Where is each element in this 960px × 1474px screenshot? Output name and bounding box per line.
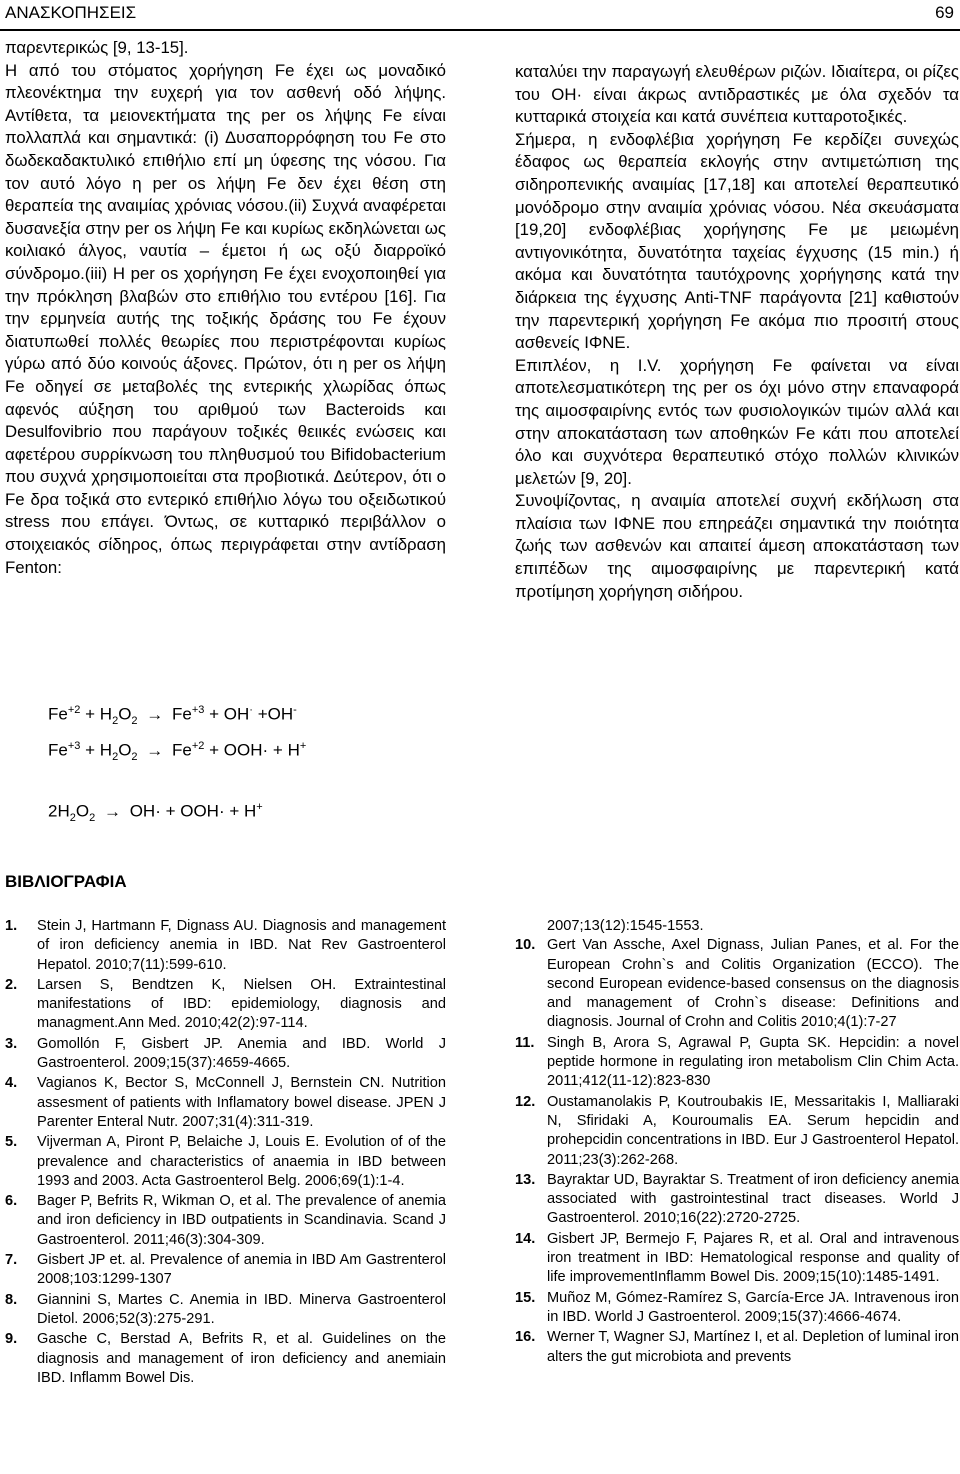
reference-item: 4. Vagianos K, Bector S, McConnell J, Bernstein CN. Nutrition assesment of patients with Inflamatory bowel disease. JPEN J Parenter Enteral Nutr. 2007;31(4):311-319. (5, 1075, 446, 1130)
right-text-column (515, 61, 959, 603)
reference-item: 9. Gasche C, Berstad A, Befrits R, et al. Guidelines on the diagnosis and management of iron deficiency and anemiain IBD. Inflamm Bowel Dis. (5, 1331, 446, 1386)
page-number: 69 (935, 3, 954, 22)
paragraph: Σήμερα, η ενδοφλέβια χορήγηση Fe κερδίζει συνεχώς έδαφος ως θεραπεία εκλογής στην αντιμετώπιση της σιδηροπενικής αναιμίας [17,18] και αποτελεί θεραπευτικό μονόδρομο στην αναιμία χρόνιας νόσου. Νέα σκευάσματα [19,20] ενδοφλέβιας χορήγησης Fe με μειωμένη αντιγονικότητα, δυνατότητα ταχείας έγχυσης (15 min.) ή ακόμα και δυνατότητα ταυτόχρονης χορήγησης κατά την διάρκεια της έγχυσης Anti-TNF παράγοντα [21] καθιστούν την παρεντερική χορήγηση Fe ακόμα πιο προσιτή στους ασθενείς ΙΦΝΕ. (515, 129, 959, 353)
reference-item: 12. Oustamanolakis P, Koutroubakis IE, Messaritakis I, Malliaraki N, Sfiridaki A, Kouroumalis EA. Serum hepcidin and prohepcidin concentrations in IBD. Eur J Gastroenterol Hepatol. 2011;23(3):262-268. (515, 1093, 959, 1168)
reference-item: 5. Vijverman A, Piront P, Belaiche J, Louis E. Evolution of of the prevalence and characteristics of anaemia in IBD between 1993 and 2003. Acta Gastroenterol Belg. 2006;69(1):1-4. (5, 1134, 446, 1189)
arrow-icon: → (146, 740, 164, 760)
section-header: ΑΝΑΣΚΟΠΗΣΕΙΣ (5, 3, 137, 22)
fenton-equation-2: $Fe^{+3} + H_2O_2 \to Fe^{+2} + OOH\cdot + H^+$ (48, 740, 307, 764)
paragraph: Επιπλέον, η I.V. χορήγηση Fe φαίνεται να είναι αποτελεσματικότερη της per os όχι μόνο στην επαναφορά της αιμοσφαιρίνης εντός των φυσιολογικών τιμών αλλά και στην αποκατάσταση των αποθηκών Fe κάτι που αποτελεί όλο και συχνότερα θεραπευτικό στόχο πολλών κλινικών μελετών [9, 20]. (515, 355, 959, 488)
reference-item: 15. Muñoz M, Gómez-Ramírez S, García-Erce JA. Intravenous iron in IBD. World J Gastroenterol. 2009;15(37):4666-4674. (515, 1289, 959, 1325)
fenton-equation-1: $Fe^{+2} + H_2O_2 \to Fe^{+3} + OH^\cdot +OH^-$ (48, 704, 297, 728)
paragraph: Η από του στόματος χορήγηση Fe έχει ως μοναδικό πλεονέκτημα την ευχερή για τον ασθενή οδό λήψης. Αντίθετα, τα μειονεκτήματα της per os λήψης Fe είναι πολλαπλά και σημαντικά: (i) Δυσαπορρόφηση του Fe στο δωδεκαδακτυλικό επιθήλιο επί μη ύφεσης της νόσου. Για τον αυτό λόγο η per os λήψη Fe δεν έχει θέση στη θεραπεία της αναιμίας χρόνιας νόσου.(ii) Συχνά αναφέρεται δυσανεξία στην per os λήψη Fe και κυρίως εκδηλώνεται ως κοιλιακό άλγος, ναυτία – έμετοι ή ως οξύ διαρροϊκό σύνδρομο.(iii) Η per os χορήγηση Fe έχει ενοχοποιηθεί για την πρόκληση βλαβών στο επιθήλιο του εντέρου [16]. Για την ερμηνεία αυτής της τοξικής δράσης του Fe έχουν διατυπωθεί πολλές θεωρίες που περιστρέφονται κυρίως γύρω από δύο κοινούς άξονες. Πρώτον, ότι η per os λήψη Fe οδηγεί σε μεταβολές της εντερικής χλωρίδας όπως αφενός αύξηση του αριθμού των Bacteroids και Desulfovibrio που παράγουν τοξικές θειικές ενώσεις και αφετέρου συρρίκνωση του πληθυσμού του Bifidobacterium που συχνά χρησιμοποιείται στα προβιοτικά. Δεύτερον, ότι ο Fe δρα τοξικά στο εντερικό επιθήλιο λόγω του οξειδωτικού stress που επάγει. Όντως, σε κυτταρικό περιβάλλον ο στοιχειακός σίδηρος, όπως περιγράφεται στην αντίδραση Fenton: (5, 60, 446, 577)
reference-list-left (5, 917, 446, 1389)
arrow-icon: → (146, 704, 164, 724)
paragraph: καταλύει την παραγωγή ελευθέρων ριζών. Ιδιαίτερα, οι ρίζες του OH· είναι άκρως αντιδραστικές με όλα σχεδόν τα κυτταρικά στοιχεία και κατά συνέπεια κυτταροτοξικές. (515, 62, 959, 127)
reference-item: 16. Werner T, Wagner SJ, Martínez I, et al. Depletion of luminal iron alters the gut microbiota and prevents (515, 1329, 959, 1365)
header-divider (0, 29, 960, 31)
reference-item: 8. Giannini S, Martes C. Anemia in IBD. Minerva Gastroenterol Dietol. 2006;52(3):275-291. (5, 1291, 446, 1327)
arrow-icon: → (103, 801, 121, 821)
reference-item: 2. Larsen S, Bendtzen K, Nielsen OH. Extraintestinal manifestations of IBD: epidemiology, diagnosis and managment.Ann Med. 2010;42(2):97-114. (5, 976, 446, 1032)
reference-item: 6. Bager P, Befrits R, Wikman O, et al. The prevalence of anemia and iron deficiency in IBD outpatients in Scandinavia. Scand J Gastroenterol. 2011;46(3):304-309. (5, 1193, 446, 1248)
reference-item: 3. Gomollón F, Gisbert JP. Anemia and IBD. World J Gastroenterol. 2009;15(37):4659-4665. (5, 1035, 446, 1072)
left-text-column (5, 37, 446, 579)
reference-item: 7. Gisbert JP et. al. Prevalence of anemia in IBD Am Gastrenterol 2008;103:1299-1307 (5, 1252, 446, 1288)
reference-item: 10. Gert Van Assche, Axel Dignass, Julian Panes, et al. For the European Crohn`s and Colitis Organization (ECCO). The second European evidence-based consensus on the diagnosis and management of Crohn`s disease: Definitions and diagnosis. Journal of Crohn and Colitis 2010;4(1):7-27 (515, 937, 959, 1031)
reference-item: 1. Stein J, Hartmann F, Dignass AU. Diagnosis and management of iron deficiency anemia in IBD. Nat Rev Gastroenterol Hepatol. 2010;7(11):599-610. (5, 918, 446, 973)
paragraph: Συνοψίζοντας, η αναιμία αποτελεί συχνή εκδήλωση στα πλαίσια των ΙΦΝΕ που επηρεάζει σημαντικά την ποιότητα ζωής των ασθενών και απαιτεί άμεση αποκατάσταση των επιπέδων της αιμοσφαιρίνης με παρεντερική κατά προτίμηση χορήγηση σιδήρου. (515, 491, 959, 601)
bibliography-heading: ΒΙΒΛΙΟΓΡΑΦΙΑ (5, 872, 127, 891)
reference-item: 14. Gisbert JP, Bermejo F, Pajares R, et al. Oral and intravenous iron treatment in IBD: Hematological response and quality of life improvementInflamm Bowel Dis. 2009;15(10):1485-1491. (515, 1230, 959, 1286)
reference-item: 11. Singh B, Arora S, Agrawal P, Gupta SK. Hepcidin: a novel peptide hormone in regulating iron metabolism Clin Chim Acta. 2011;412(11-12):823-830 (515, 1034, 959, 1090)
paragraph: παρεντερικώς [9, 13-15]. (5, 38, 189, 57)
reference-item: 13. Bayraktar UD, Bayraktar S. Treatment of iron deficiency anemia associated with gastrointestinal tract diseases. World J Gastroenterol. 2010;16(22):2720-2725. (515, 1171, 959, 1227)
reference-continuation: 2007;13(12):1545-1553. (547, 918, 704, 934)
fenton-equation-3: $2H_2O_2 \to OH\cdot + OOH\cdot + H^+$ (48, 801, 263, 825)
reference-list-right (515, 917, 959, 1368)
